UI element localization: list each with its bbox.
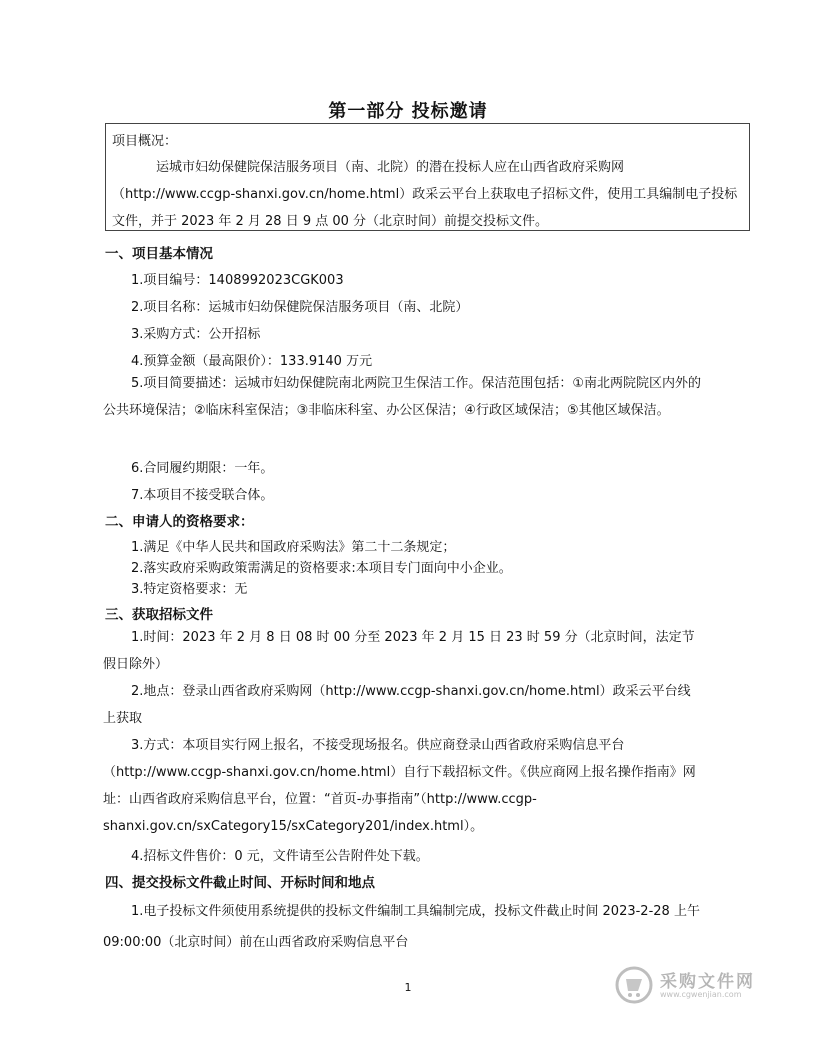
section3-item1: 1.时间：2023 年 2 月 8 日 08 时 00 分至 2023 年 2 月 15 日 23 时 59 分（北京时间，法定节假日除外） [103,630,695,672]
section1-item1: 1.项目编号：1408992023CGK003 [131,273,344,288]
overview-box [105,123,750,231]
page-title: 第一部分 投标邀请 [328,101,488,122]
section1-item6: 6.合同履约期限：一年。 [131,461,274,476]
overview-label: 项目概况： [112,134,178,149]
section1-heading: 一、项目基本情况 [105,246,213,262]
section1-item4: 4.预算金额（最高限价）：133.9140 万元 [131,354,373,369]
section1-item3: 3.采购方式：公开招标 [131,327,261,342]
section1-item5: 5.项目简要描述：运城市妇幼保健院南北两院卫生保洁工作。保洁范围包括：①南北两院院区内外的公共环境保洁；②临床科室保洁；③非临床科室、办公区保洁；④行政区域保洁；⑤其他区域保洁。 [103,376,702,418]
section4-heading: 四、提交投标文件截止时间、开标时间和地点 [105,875,375,891]
section1-item7: 7.本项目不接受联合体。 [131,488,274,503]
section3-item2: 2.地点：登录山西省政府采购网（http://www.ccgp-shanxi.gov.cn/home.html）政采云平台线上获取 [103,684,691,726]
page-number: 1 [404,981,412,994]
section3-item3: 3.方式：本项目实行网上报名，不接受现场报名。供应商登录山西省政府采购信息平台（http://www.ccgp-shanxi.gov.cn/home.html）自行下载招标文件。《供应商网上报名操作指南》网址：山西省政府采购信息平台，位置：“首页-办事指南”（http://www.ccgp-shanxi.gov.cn/sxCategory15/sxCategory201/index.html）。 [103,738,696,834]
watermark-name: 采购文件网 [660,972,755,992]
watermark-url: www.cgwenjian.com [660,990,742,999]
section2-heading: 二、申请人的资格要求： [105,514,254,530]
section4-item1: 1.电子投标文件须使用系统提供的投标文件编制工具编制完成，投标文件截止时间 2023-2-28 上午 09:00:00（北京时间）前在山西省政府采购信息平台 [103,904,700,950]
section3-item4: 4.招标文件售价：0 元，文件请至公告附件处下载。 [131,849,429,864]
section2-item1: 1.满足《中华人民共和国政府采购法》第二十二条规定； [131,540,456,555]
section3-heading: 三、获取招标文件 [105,607,213,623]
section2-item3: 3.特定资格要求：无 [131,582,248,597]
section2-item2: 2.落实政府采购政策需满足的资格要求:本项目专门面向中小企业。 [131,561,512,576]
overview-text: 运城市妇幼保健院保洁服务项目（南、北院）的潜在投标人应在山西省政府采购网（http://www.ccgp-shanxi.gov.cn/home.html）政采云平台上获取电子招标文件，使用工具编制电子投标文件，并于 2023 年 2 月 28 日 9 点 00 分（北京时间）前提交投标文件。 [112,160,738,229]
section1-item2: 2.项目名称：运城市妇幼保健院保洁服务项目（南、北院） [131,300,469,315]
